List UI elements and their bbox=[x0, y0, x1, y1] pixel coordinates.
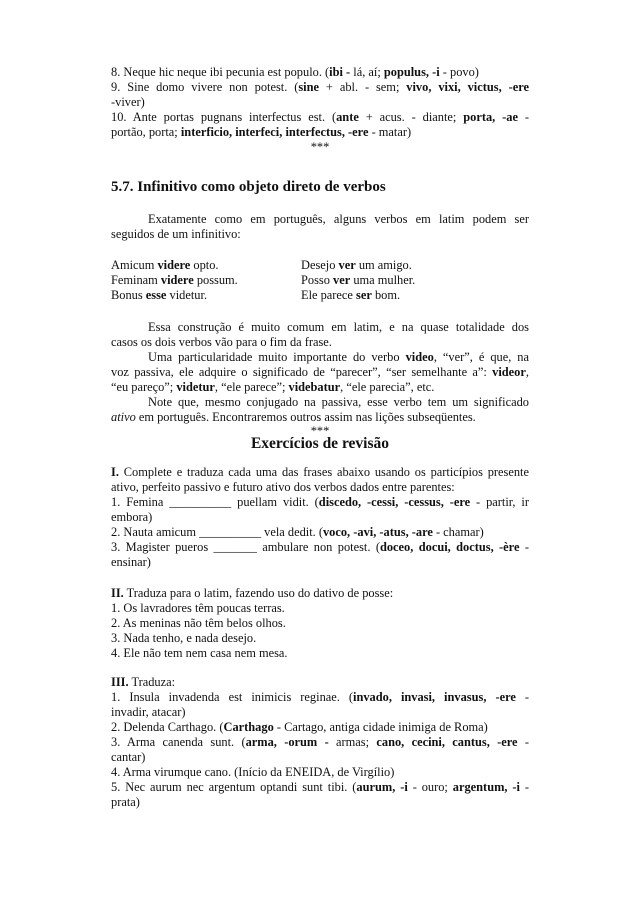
example-row bbox=[111, 273, 529, 288]
exercise-line: 4. Ele não tem nem casa nem mesa. bbox=[111, 646, 288, 660]
exercise-line: 2. As meninas não têm belos olhos. bbox=[111, 616, 286, 630]
example-row bbox=[111, 288, 529, 303]
example-portuguese: Desejo ver um amigo. bbox=[301, 258, 412, 272]
exercise-line: 2. Delenda Carthago. (Carthago - Cartago, antiga cidade inimiga de Roma) bbox=[111, 720, 488, 734]
sentence-10: 10. Ante portas pugnans interfectus est. (ante + acus. - diante; porta, -ae - bbox=[111, 110, 529, 124]
exercise-line: 2. Nauta amicum __________ vela dedit. (voco, -avi, -atus, -are - chamar) bbox=[111, 525, 484, 539]
exercises-title: Exercícios de revisão bbox=[250, 435, 390, 452]
exercise-part-1 bbox=[111, 465, 529, 570]
exercise-line: ativo, perfeito passivo e futuro ativo dos verbos dados entre parentes: bbox=[111, 480, 455, 494]
sentence-8: 8. Neque hic neque ibi pecunia est populo. (ibi - lá, aí; populus, -i - povo) bbox=[111, 65, 479, 79]
sentence-9-cont: -viver) bbox=[111, 95, 145, 109]
paragraph-line: Note que, mesmo conjugado na passiva, esse verbo tem um significado bbox=[148, 395, 529, 409]
exercise-line: 1. Insula invadenda est inimicis reginae. (invado, invasi, invasus, -ere - bbox=[111, 690, 529, 704]
intro-paragraph bbox=[111, 212, 529, 242]
intro-line: seguidos de um infinitivo: bbox=[111, 227, 241, 241]
separator: *** bbox=[310, 140, 330, 154]
examples-table bbox=[111, 258, 529, 303]
exercise-line: prata) bbox=[111, 795, 140, 809]
paragraph-line: Essa construção é muito comum em latim, e na quase totalidade dos bbox=[148, 320, 529, 334]
separator: *** bbox=[310, 424, 330, 438]
paragraph-line: voz passiva, ele adquire o significado de “parecer”, “ser semelhante a”: videor, bbox=[111, 365, 529, 379]
exercise-line: ensinar) bbox=[111, 555, 151, 569]
section-title: 5.7. Infinitivo como objeto direto de verbos bbox=[111, 179, 386, 195]
intro-line: Exatamente como em português, alguns verbos em latim podem ser bbox=[148, 212, 529, 226]
exercise-line: III. Traduza: bbox=[111, 675, 176, 689]
exercise-line: 3. Arma canenda sunt. (arma, -orum - armas; cano, cecini, cantus, -ere - bbox=[111, 735, 529, 749]
exercise-line: I. Complete e traduza cada uma das frases abaixo usando os particípios presente bbox=[111, 465, 529, 479]
sentence-9: 9. Sine domo vivere non potest. (sine + abl. - sem; vivo, vixi, victus, -ere bbox=[111, 80, 529, 94]
exercise-line: 5. Nec aurum nec argentum optandi sunt tibi. (aurum, -i - ouro; argentum, -i - bbox=[111, 780, 529, 794]
exercise-line: 3. Nada tenho, e nada desejo. bbox=[111, 631, 257, 645]
exercise-line: 1. Os lavradores têm poucas terras. bbox=[111, 601, 285, 615]
exercise-line: cantar) bbox=[111, 750, 146, 764]
paragraph-line: ativo em português. Encontraremos outros assim nas lições subseqüentes. bbox=[111, 410, 476, 424]
example-portuguese: Ele parece ser bom. bbox=[301, 288, 401, 302]
exercise-line: invadir, atacar) bbox=[111, 705, 186, 719]
exercise-line: 4. Arma virumque cano. (Início da ENEIDA, de Virgílio) bbox=[111, 765, 395, 779]
video-paragraph bbox=[111, 320, 529, 437]
exercise-line: embora) bbox=[111, 510, 153, 524]
exercise-line: II. Traduza para o latim, fazendo uso do dativo de posse: bbox=[111, 586, 394, 600]
paragraph-line: “eu pareço”; videtur, “ele parece”; videbatur, “ele parecia”, etc. bbox=[111, 380, 435, 394]
exercise-line: 3. Magister pueros _______ ambulare non potest. (doceo, docui, doctus, -ère - bbox=[111, 540, 529, 554]
paragraph-line: casos os dois verbos vão para o fim da frase. bbox=[111, 335, 332, 349]
sentences-block bbox=[111, 65, 529, 155]
example-latin: Bonus esse videtur. bbox=[111, 288, 208, 302]
example-latin: Amicum videre opto. bbox=[111, 258, 219, 272]
example-portuguese: Posso ver uma mulher. bbox=[301, 273, 416, 287]
sentence-10-cont: portão, porta; interficio, interfeci, interfectus, -ere - matar) bbox=[111, 125, 412, 139]
exercise-part-3 bbox=[111, 675, 529, 810]
example-row bbox=[111, 258, 529, 273]
exercise-line: 1. Femina __________ puellam vidit. (discedo, -cessi, -cessus, -ere - partir, ir bbox=[111, 495, 530, 509]
example-latin: Feminam videre possum. bbox=[111, 273, 238, 287]
exercise-part-2 bbox=[111, 586, 529, 661]
paragraph-line: Uma particularidade muito importante do verbo video, “ver”, é que, na bbox=[148, 350, 530, 364]
